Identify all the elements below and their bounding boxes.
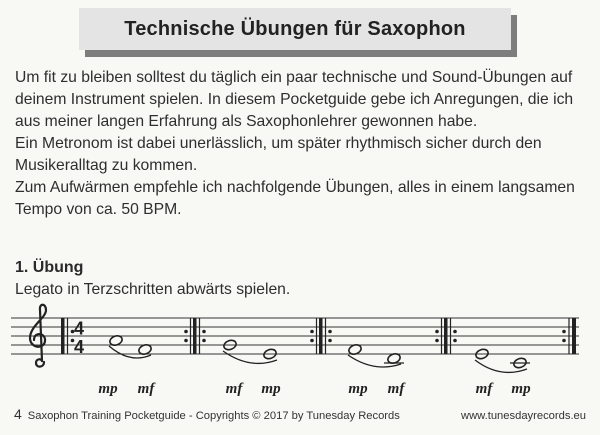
slur: [109, 346, 151, 358]
page-number: 4: [14, 406, 22, 422]
measure-3: [348, 343, 407, 397]
dynamic-mark: mp: [348, 381, 368, 397]
music-staff-svg: [0, 300, 600, 400]
staff-lines: [11, 318, 579, 354]
dynamic-mark: mf: [475, 381, 493, 397]
dynamic-mark: mp: [261, 381, 281, 397]
page-title: Technische Übungen für Saxophon: [124, 17, 466, 40]
time-signature-denominator: 4: [73, 337, 85, 357]
time-signature-numerator: 4: [73, 318, 85, 339]
intro-text: [15, 67, 585, 221]
exercise-description: Legato in Terzschritten abwärts spielen.: [15, 281, 291, 298]
footer-url: www.tunesdayrecords.eu: [461, 410, 586, 422]
slur: [348, 355, 401, 367]
intro-paragraph-3: Zum Aufwärmen empfehle ich nachfolgende Übungen, alles in einem langsamen Tempo von ca. 50 BPM.: [15, 179, 575, 218]
footer: [14, 406, 586, 422]
footer-copyright: Saxophon Training Pocketguide - Copyrights © 2017 by Tunesday Records: [27, 410, 400, 422]
measure-4: [475, 348, 532, 397]
slur: [475, 360, 527, 372]
measure-2: [223, 339, 282, 397]
intro-paragraph-2: Ein Metronom ist dabei unerlässlich, um später rhythmisch sicher durch den Musikeralltag zu kommen.: [15, 135, 542, 174]
title-box: [79, 8, 511, 50]
dynamic-mark: mf: [225, 381, 243, 397]
music-staff: [0, 300, 600, 400]
dynamic-mark: mp: [98, 381, 118, 397]
dynamic-mark: mf: [387, 381, 405, 397]
exercise-title: 1. Übung: [15, 259, 84, 276]
intro-paragraph-1: Um fit zu bleiben solltest du täglich ein paar technische und Sound-Übungen auf deinem Instrument spielen. In diesem Pocketguide gebe ich Anregungen, die ich aus meiner langen Erfahrung als Saxophonlehrer gewonnen habe.: [15, 69, 574, 130]
measure-1: [98, 334, 156, 397]
dynamic-mark: mp: [511, 381, 531, 397]
slur: [223, 351, 277, 363]
dynamic-mark: mf: [137, 381, 155, 397]
